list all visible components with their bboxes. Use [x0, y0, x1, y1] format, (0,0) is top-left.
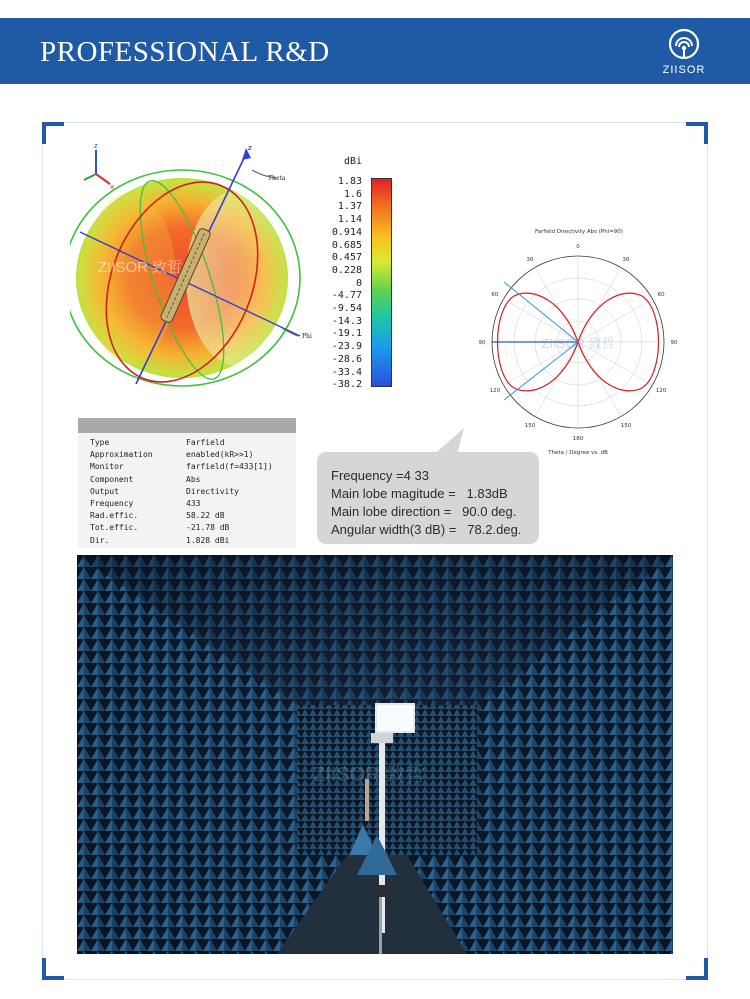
- parameter-key: Type: [90, 438, 110, 447]
- small-axis-triad: [84, 142, 114, 191]
- parameter-value: 433: [186, 499, 201, 508]
- scale-tick-label: -33.4: [331, 366, 362, 378]
- parameter-value: farfield(f=433[1]): [186, 462, 273, 472]
- parameter-key: Monitor: [90, 462, 124, 472]
- callout-frequency: Frequency =4 33: [331, 468, 429, 483]
- scale-tick-label: 1.6: [343, 188, 362, 200]
- corner-bracket-top-left: [42, 122, 64, 144]
- scale-tick-label: 0: [355, 277, 362, 289]
- page-title: PROFESSIONAL R&D: [40, 36, 330, 68]
- axis-z-label: z: [248, 144, 252, 152]
- polar-title: Farfield Directivity Abs (Phi=90): [535, 229, 623, 235]
- logo-icon: [654, 26, 714, 66]
- chamber-illustration: [77, 555, 673, 954]
- polar-angle-label: 0: [576, 244, 580, 250]
- beamwidth-line-upper: [504, 282, 578, 342]
- polar-angle-label: 90: [478, 340, 486, 346]
- corner-bracket-bottom-right: [686, 958, 708, 980]
- watermark-3d: ZIISOR 致哲: [98, 259, 183, 276]
- parameter-key: Rad.effic.: [90, 511, 139, 521]
- scale-tick-label: 0.457: [331, 252, 362, 264]
- scale-tick-label: 1.14: [337, 214, 362, 226]
- polar-angle-label: 60: [657, 292, 665, 298]
- scale-tick-label: -9.54: [331, 303, 362, 314]
- polar-angle-label: 120: [655, 388, 667, 394]
- frame-bottom-line: [42, 979, 708, 980]
- parameter-key: Dir.: [90, 535, 110, 545]
- corner-bracket-bottom-left: [42, 958, 64, 980]
- chamber-watermark: ZIISOR 致哲: [313, 764, 426, 786]
- polar-watermark: ZIISOR 致哲: [541, 336, 615, 351]
- frame-left-line: [42, 122, 43, 980]
- callout-bubble: [317, 452, 539, 544]
- torus-side-shading: [186, 190, 290, 366]
- parameter-value: -21.78 dB: [186, 523, 230, 533]
- polar-angle-label: 60: [491, 292, 499, 298]
- scale-tick-label: 1.83: [337, 176, 362, 187]
- parameter-value: Directivity: [186, 486, 239, 496]
- polar-plot: [474, 224, 684, 464]
- brand-name: ZIISOR: [662, 64, 706, 76]
- scale-tick-label: 0.914: [331, 226, 362, 238]
- parameter-key: Component: [90, 474, 134, 484]
- parameter-key: Frequency: [90, 499, 134, 508]
- parameter-value: enabled(kR>>1): [186, 450, 254, 460]
- parameter-value: 58.22 dB: [186, 511, 225, 521]
- axis-x-small-label: x: [110, 183, 115, 191]
- parameter-value: Farfield: [186, 438, 225, 447]
- polar-angle-label: 120: [489, 388, 501, 394]
- polar-xlabel: Theta / Degree vs. dB: [548, 450, 608, 456]
- polar-angle-label: 90: [670, 340, 678, 346]
- polar-angle-label: 150: [524, 423, 536, 430]
- frame-top-line: [42, 122, 708, 123]
- anechoic-chamber-photo: [77, 555, 673, 954]
- scale-tick-label: -23.9: [331, 341, 362, 353]
- polar-angle-label: 150: [620, 423, 632, 430]
- scale-tick-label: -4.77: [331, 290, 362, 302]
- torus-left-shading: [84, 192, 176, 364]
- brand-logo: [654, 26, 714, 76]
- scale-tick-label: 0.685: [331, 239, 362, 251]
- scale-gradient-bar: [371, 178, 392, 387]
- scale-tick-label: 1.37: [337, 201, 362, 213]
- radiation-pattern-3d: [70, 140, 330, 390]
- scale-unit-label: dBi: [344, 156, 363, 167]
- scale-tick-label: -38.2: [331, 379, 362, 391]
- parameter-panel-header: [78, 418, 296, 433]
- parameter-key: Output: [90, 486, 119, 496]
- callout-main-lobe-direction: Main lobe direction = 90.0 deg.: [331, 504, 517, 519]
- polar-angle-label: 180: [572, 436, 584, 442]
- theta-label: Theta: [268, 175, 286, 182]
- parameter-key: Approximation: [90, 450, 153, 460]
- corner-bracket-top-right: [686, 122, 708, 144]
- scale-tick-label: -14.3: [331, 315, 362, 327]
- frame-right-line: [707, 122, 708, 980]
- parameter-value: Abs: [186, 474, 201, 484]
- phi-label: Phi: [302, 333, 312, 340]
- parameter-panel: [78, 418, 296, 548]
- callout-main-lobe-magnitude: Main lobe magitude = 1.83dB: [331, 486, 508, 501]
- scale-tick-label: 0.228: [331, 264, 362, 276]
- axis-z-small-label: z: [94, 142, 98, 150]
- scale-tick-label: -28.6: [331, 353, 362, 365]
- parameter-key: Tot.effic.: [90, 523, 139, 533]
- header-banner: [0, 18, 750, 84]
- scale-tick-label: -19.1: [331, 328, 362, 340]
- callout-angular-width: Angular width(3 dB) = 78.2.deg.: [331, 522, 522, 537]
- polar-angle-label: 30: [526, 256, 534, 263]
- color-scale: [320, 156, 400, 396]
- polar-angle-label: 30: [622, 256, 630, 263]
- parameter-value: 1.828 dBi: [186, 535, 230, 545]
